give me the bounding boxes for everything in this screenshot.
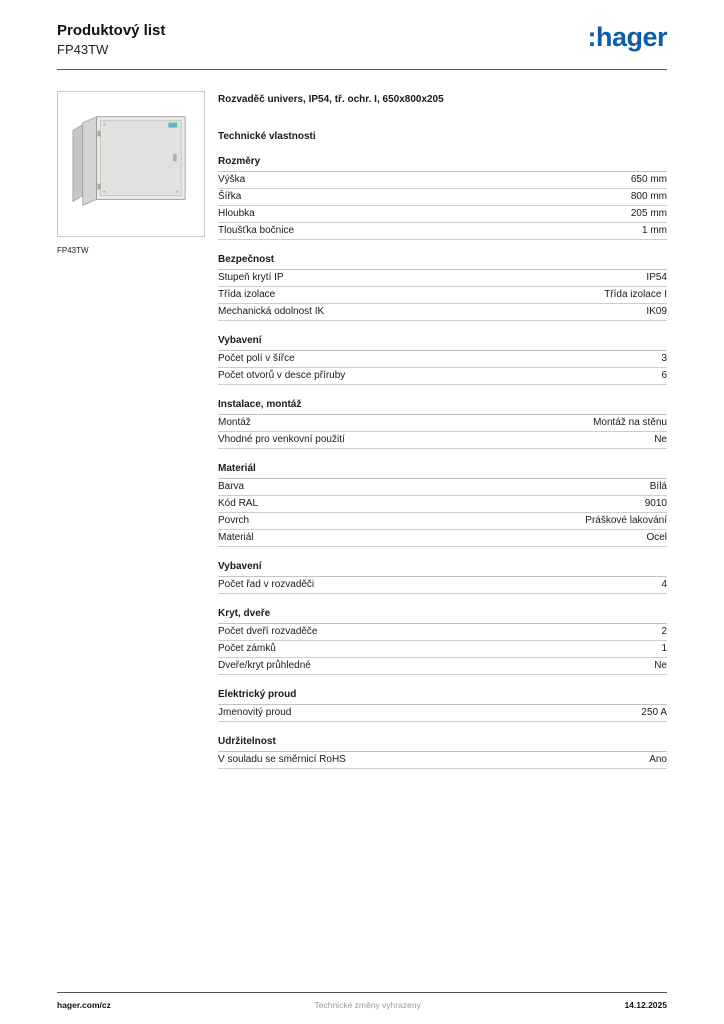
document-title: Produktový list	[57, 22, 166, 39]
spec-section-safety	[218, 254, 667, 321]
spec-section-title: Rozměry	[218, 156, 667, 172]
spec-row	[218, 658, 667, 675]
spec-row	[218, 189, 667, 206]
spec-label: Povrch	[218, 515, 250, 526]
spec-section-material	[218, 463, 667, 547]
page-footer	[57, 992, 667, 1010]
spec-value: 3	[661, 353, 667, 364]
spec-row	[218, 223, 667, 240]
spec-section-title: Elektrický proud	[218, 689, 667, 705]
spec-value: 1	[661, 643, 667, 654]
spec-value: 9010	[644, 498, 667, 509]
footer-disclaimer: Technické změny vyhrazeny	[314, 1000, 421, 1010]
spec-label: Barva	[218, 481, 245, 492]
spec-value: IK09	[646, 306, 667, 317]
page-header	[57, 22, 667, 70]
spec-row	[218, 172, 667, 189]
spec-label: Hloubka	[218, 208, 255, 219]
spec-section-title: Kryt, dveře	[218, 608, 667, 624]
spec-label: Počet polí v šířce	[218, 353, 295, 364]
spec-value: Bílá	[649, 481, 667, 492]
spec-label: Jmenovitý proud	[218, 707, 292, 718]
spec-label: Kód RAL	[218, 498, 259, 509]
spec-label: Výška	[218, 174, 246, 185]
spec-label: Počet zámků	[218, 643, 276, 654]
product-image-column	[57, 91, 205, 769]
spec-label: Vhodné pro venkovní použití	[218, 434, 345, 445]
spec-label: Materiál	[218, 532, 254, 543]
spec-section-title: Instalace, montáž	[218, 399, 667, 415]
spec-section-cover-doors	[218, 608, 667, 675]
spec-row	[218, 513, 667, 530]
product-title: Rozvaděč univers, IP54, tř. ochr. I, 650x800x205	[218, 94, 444, 105]
spec-row	[218, 752, 667, 769]
spec-label: Stupeň krytí IP	[218, 272, 284, 283]
spec-label: Dveře/kryt průhledné	[218, 660, 311, 671]
spec-row	[218, 368, 667, 385]
spec-value: 6	[661, 370, 667, 381]
spec-value: Montáž na stěnu	[593, 417, 667, 428]
spec-label: Montáž	[218, 417, 251, 428]
header-titles	[57, 22, 165, 57]
spec-section-title: Vybavení	[218, 335, 667, 351]
spec-row	[218, 577, 667, 594]
spec-value: 800 mm	[630, 191, 667, 202]
tech-properties-heading: Technické vlastnosti	[218, 131, 316, 142]
product-reference: FP43TW	[57, 42, 109, 57]
spec-row	[218, 705, 667, 722]
spec-row	[218, 304, 667, 321]
footer-website-link[interactable]: hager.com/cz	[57, 1000, 111, 1010]
spec-value: Ocel	[646, 532, 667, 543]
main-content	[57, 91, 667, 769]
spec-label: Počet dveří rozvaděče	[218, 626, 318, 637]
spec-section-title: Bezpečnost	[218, 254, 667, 270]
spec-value: 4	[661, 579, 667, 590]
product-image	[57, 91, 205, 237]
spec-section-installation	[218, 399, 667, 449]
spec-value: 2	[661, 626, 667, 637]
spec-section-dimensions	[218, 156, 667, 240]
spec-label: Třída izolace	[218, 289, 276, 300]
spec-label: Šířka	[218, 191, 242, 202]
product-image-caption: FP43TW	[57, 246, 89, 255]
spec-label: Počet řad v rozvaděči	[218, 579, 315, 590]
enclosure-illustration	[67, 103, 195, 225]
spec-row	[218, 270, 667, 287]
footer-date: 14.12.2025	[624, 1000, 667, 1010]
spec-label: Tloušťka bočnice	[218, 225, 295, 236]
spec-value: 205 mm	[630, 208, 667, 219]
spec-value: Ano	[649, 754, 667, 765]
spec-section-title: Udržitelnost	[218, 736, 667, 752]
spec-value: 650 mm	[630, 174, 667, 185]
spec-section-equipment	[218, 335, 667, 385]
spec-section-equipment-2	[218, 561, 667, 594]
spec-row	[218, 641, 667, 658]
spec-value: Ne	[654, 660, 667, 671]
spec-value: IP54	[646, 272, 667, 283]
spec-row	[218, 624, 667, 641]
spec-row	[218, 496, 667, 513]
spec-section-title: Materiál	[218, 463, 667, 479]
spec-label: Mechanická odolnost IK	[218, 306, 325, 317]
spec-row	[218, 351, 667, 368]
spec-label: Počet otvorů v desce příruby	[218, 370, 346, 381]
spec-section-title: Vybavení	[218, 561, 667, 577]
spec-value: 250 A	[641, 707, 667, 718]
spec-row	[218, 432, 667, 449]
spec-row	[218, 530, 667, 547]
spec-value: Třída izolace I	[604, 289, 667, 300]
spec-row	[218, 287, 667, 304]
specs-column	[218, 91, 667, 769]
spec-row	[218, 206, 667, 223]
spec-row	[218, 415, 667, 432]
spec-value: Práškové lakování	[585, 515, 667, 526]
spec-section-electric-current	[218, 689, 667, 722]
spec-label: V souladu se směrnicí RoHS	[218, 754, 346, 765]
spec-section-sustainability	[218, 736, 667, 769]
spec-value: 1 mm	[642, 225, 667, 236]
spec-row	[218, 479, 667, 496]
hager-logo: :hager	[587, 22, 667, 52]
spec-value: Ne	[654, 434, 667, 445]
